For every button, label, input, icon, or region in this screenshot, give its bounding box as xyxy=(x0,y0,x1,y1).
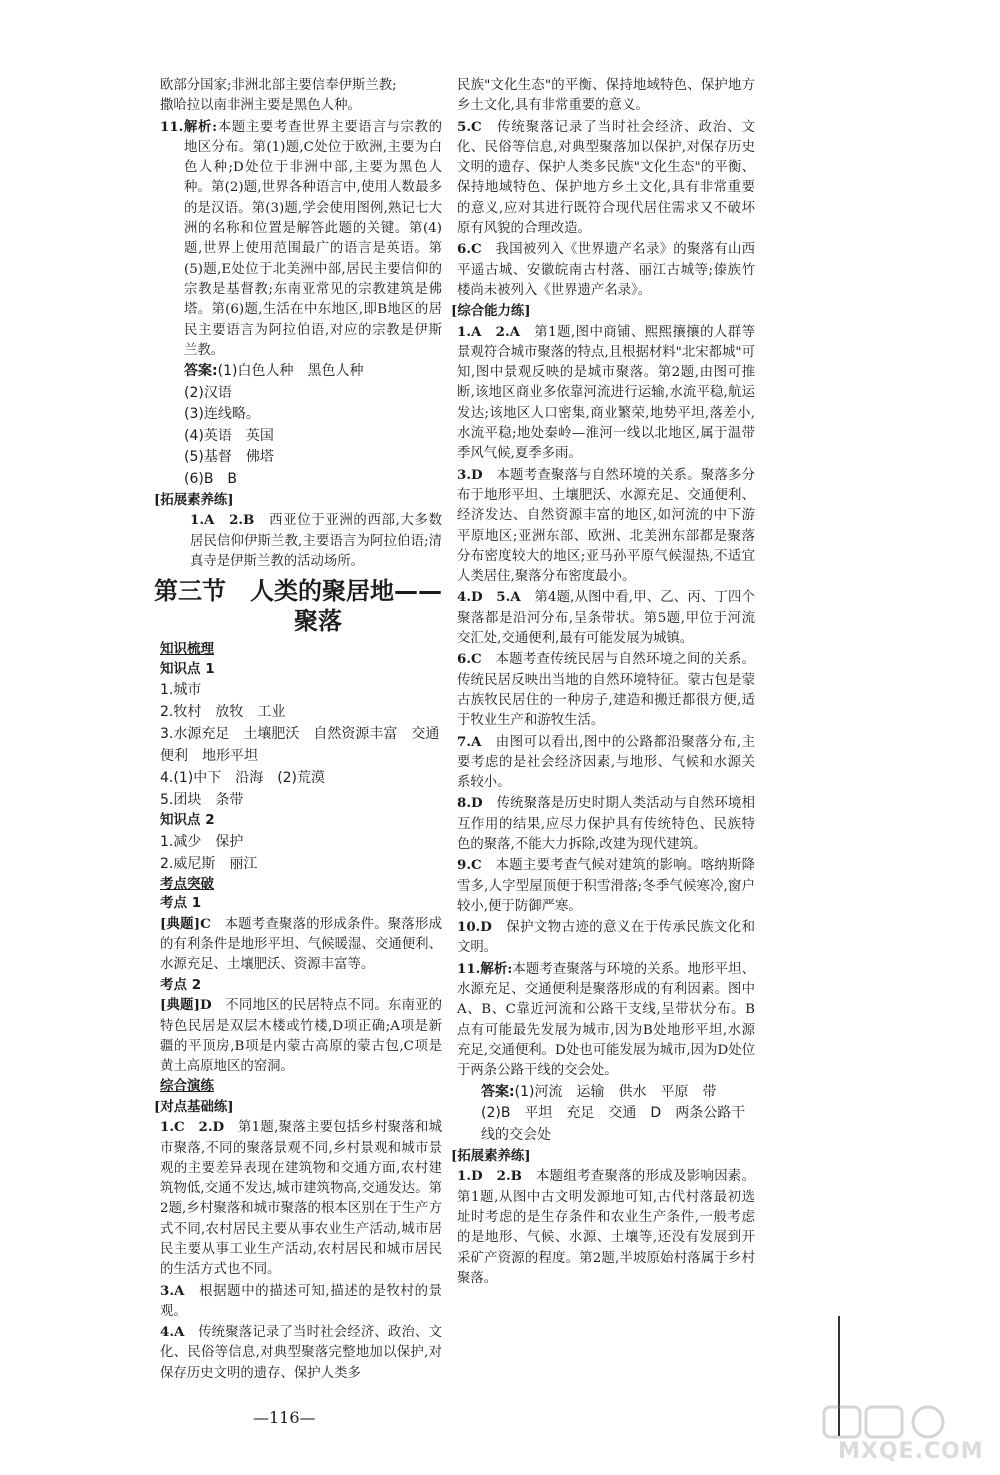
answer-line: (2)汉语 xyxy=(184,384,232,401)
item-text: 本题考查聚落与自然环境的关系。聚落多分布于地形平坦、土壤肥沃、水源充足、交通便利、经济发达、自然资源丰富的地区,如河流的中下游平原地区;亚洲东部、欧洲、北美洲东部都是聚落分布密度较大的地区;亚马孙平原气候湿热,不适宜人类居住,聚落分布密度最小。 xyxy=(457,467,756,585)
practice-item xyxy=(457,239,755,301)
typical-text: 本题考查聚落的形成条件。聚落形成的有利条件是地形平坦、气候暖湿、交通便利、水源充足、土壤肥沃、资源丰富等。 xyxy=(160,916,443,973)
watermark-logo xyxy=(818,1405,998,1471)
typical-text: 不同地区的民居特点不同。东南亚的特色民居是双层木楼或竹楼,D项正确;A项是新疆的平顶房,B项是内蒙古高原的蒙古包,C项是黄土高原地区的窑洞。 xyxy=(160,998,442,1075)
practice-item xyxy=(457,793,755,855)
comprehensive-ability-label: [综合能力练] xyxy=(451,303,531,320)
item-number: 5.C xyxy=(457,118,482,135)
item-text: 我国被列入《世界遗产名录》的聚落有山西平遥古城、安徽皖南古村落、丽江古城等;傣族竹楼尚未被列入《世界遗产名录》。 xyxy=(457,242,756,298)
extension-practice-label: [拓展素养练] xyxy=(451,1148,531,1165)
item-number: 4.A xyxy=(160,1324,185,1341)
practice-item xyxy=(457,732,755,794)
practice-item xyxy=(457,465,755,588)
knowledge-point-2-label: 知识点 2 xyxy=(160,812,215,829)
explanation-text: 本题主要考查世界主要语言与宗教的地区分布。第(1)题,C处位于欧洲,主要为白色人种;D处位于非洲中部,主要为黑色人种。第(2)题,世界各种语言中,使用人数最多的是汉语。第(3)题,学会使用图例,熟记七大洲的名称和位置是解答此题的关键。第(4)题,世界上使用范围最广的语言是英语。第(5)题,E处位于北美洲中部,居民主要信仰的宗教是基督教;东南亚常见的宗教建筑是佛塔。第(6)题,生活在中东地区,即B地区的居民主要语言为阿拉伯语,对应的宗教是伊斯兰教。 xyxy=(184,119,442,358)
practice-item xyxy=(457,587,755,649)
item-number: 1.C 2.D xyxy=(160,1119,225,1136)
practice-item xyxy=(457,917,755,959)
knowledge-review-heading: 知识梳理 xyxy=(160,641,214,658)
intro-line: 欧部分国家;非洲北部主要信奉伊斯兰教; xyxy=(160,78,397,93)
extension-practice-label: [拓展素养练] xyxy=(154,492,234,509)
item-number: 9.C xyxy=(457,857,482,874)
extension-item xyxy=(457,1166,755,1289)
item-number: 8.D xyxy=(457,795,483,812)
practice-item xyxy=(160,1281,442,1323)
item-number: 7.A xyxy=(457,733,482,750)
exam-point-heading: 考点突破 xyxy=(160,875,214,892)
basic-practice-label: [对点基础练] xyxy=(154,1098,234,1115)
question-11-explanation xyxy=(457,959,755,1082)
intro-line: 撒哈拉以南非洲主要是黑色人种。 xyxy=(160,98,361,114)
extension-item xyxy=(160,510,442,572)
typical-tag: [典题]C xyxy=(160,915,211,932)
explanation-label: 解析: xyxy=(480,960,513,977)
item-number: 6.C xyxy=(457,241,482,258)
knowledge-item: 1.城市 xyxy=(160,682,202,699)
practice-item xyxy=(160,1117,442,1280)
practice-item xyxy=(457,117,755,240)
answer-line: (4)英语 英国 xyxy=(184,427,274,444)
question-number: 11. xyxy=(457,960,481,977)
explanation-label: 解析: xyxy=(184,118,218,135)
item-text: 西亚位于亚洲的西部,大多数居民信仰伊斯兰教,主要语言为阿拉伯语;清真寺是伊斯兰教的活动场所。 xyxy=(190,513,442,570)
answer-line: (3)连线略。 xyxy=(184,406,260,423)
answer-line: (1)白色人种 黑色人种 xyxy=(217,363,364,380)
practice-item xyxy=(457,855,755,917)
answer-line: (5)基督 佛塔 xyxy=(184,449,274,466)
continued-text: 民族"文化生态"的平衡、保持地域特色、保护地方乡土文化,具有非常重要的意义。 xyxy=(457,78,755,114)
answer-block xyxy=(457,1082,755,1147)
item-number: 1.A 2.A xyxy=(457,323,521,340)
question-number: 11. xyxy=(160,118,184,135)
item-text: 本题组考查聚落的形成及影响因素。第1题,从图中古文明发源地可知,古代村落最初选址时考虑的是生存条件和农业生产条件,一般考虑的是地形、气候、水源、土壤等,还没有发展到开采矿产资源的程度。第2题,半坡原始村落属于乡村聚落。 xyxy=(457,1169,756,1286)
knowledge-item: 5.团块 条带 xyxy=(160,792,244,809)
item-text: 传统聚落记录了当时社会经济、政治、文化、民俗等信息,对典型聚落加以保护,对保存历史文明的遗存、保护人类多民族"文化生态"的平衡、保持地域特色、保护地方乡土文化,具有非常重要的意义,应对其进行既符合现代居住需求又不破坏原有风貌的合理改造。 xyxy=(457,119,756,237)
knowledge-item: 1.减少 保护 xyxy=(160,833,244,850)
item-text: 第1题,聚落主要包括乡村聚落和城市聚落,不同的聚落景观不同,乡村景观和城市景观的主要差异表现在建筑物和交通方面,农村建筑物低,交通不发达,城市建筑物高,交通发达。第2题,乡村聚落和城市聚落的根本区别在于生产方式不同,农村居民主要从事农业生产活动,城市居民主要从事工业生产活动,农村居民和城市居民的生活方式也不同。 xyxy=(160,1120,442,1278)
item-number: 6.C xyxy=(457,651,482,668)
answer-label: 答案: xyxy=(184,363,218,380)
item-text: 本题考查传统民居与自然环境之间的关系。传统民居反映出当地的自然环境特征。蒙古包是蒙古族牧民居住的一种房子,建造和搬迁都很方便,适于牧业生产和游牧生活。 xyxy=(457,652,756,729)
item-text: 由图可以看出,图中的公路都沿聚落分布,主要考虑的是社会经济因素,与地形、气候和水源关系较小。 xyxy=(457,734,756,791)
item-number: 3.D xyxy=(457,466,483,483)
explanation-text: 本题考查聚落与环境的关系。地形平坦、水源充足、交通便利是聚落形成的有利因素。图中A、B、C靠近河流和公路干支线,呈带状分布。B点有可能最先发展为城市,因为B处地形平坦,水源充足,交通便利。D处也可能发展为城市,因为D处位于两条公路干线的交会处。 xyxy=(457,961,756,1079)
answer-label: 答案: xyxy=(481,1083,515,1100)
item-text: 本题主要考查气候对建筑的影响。喀纳斯降雪多,人字型屋顶便于积雪滑落;冬季气候寒冷,窗户较小,便于防御严寒。 xyxy=(457,858,756,914)
right-column xyxy=(451,76,756,1289)
item-text: 第4题,从图中看,甲、乙、丙、丁四个聚落都是沿河分布,呈条带状。第5题,甲位于河流交汇处,交通便利,最有可能发展为城镇。 xyxy=(457,590,755,647)
item-text: 第1题,图中商铺、熙熙攘攘的人群等景观符合城市聚落的特点,且根据材料"北宋都城"可知,图中景观反映的是城市聚落。第2题,由图可推断,该地区商业多依靠河流进行运输,水流平稳,航运发达;该地区人口密集,商业繁荣,地势平坦,落差小,水流平稳;地处秦岭—淮河一线以北地区,属于温带季风气候,夏季多雨。 xyxy=(457,324,755,462)
section-title xyxy=(154,576,442,636)
knowledge-item: 2.牧村 放牧 工业 xyxy=(160,704,286,721)
exam-point-1-label: 考点 1 xyxy=(160,895,202,912)
answer-line: (6)B B xyxy=(184,470,238,487)
item-text: 根据题中的描述可知,描述的是牧村的景观。 xyxy=(160,1283,443,1319)
knowledge-item: 4.(1)中下 沿海 (2)荒漠 xyxy=(160,770,326,787)
watermark-text: MXQE.COM xyxy=(838,1439,984,1464)
typical-tag: [典题]D xyxy=(160,997,212,1014)
item-text: 保护文物古迹的意义在于传承民族文化和文明。 xyxy=(457,920,756,956)
typical-question-1 xyxy=(160,914,442,976)
page-number: —116— xyxy=(253,1408,316,1427)
answer-line: (1)河流 运输 供水 平原 带 xyxy=(514,1083,717,1100)
answer-block xyxy=(160,361,442,490)
item-number: 1.D 2.B xyxy=(457,1168,522,1185)
item-text: 传统聚落是历史时期人类活动与自然环境相互作用的结果,应尽力保护具有传统特色、民族特色的聚落,不能大力拆除,改建为现代建筑。 xyxy=(457,796,756,852)
item-number: 10.D xyxy=(457,919,492,936)
knowledge-item: 2.威尼斯 丽江 xyxy=(160,855,258,872)
item-number: 3.A xyxy=(160,1282,185,1299)
question-11-explanation xyxy=(160,117,442,362)
practice-item xyxy=(160,1322,442,1384)
section-title-line2: 聚落 xyxy=(294,607,342,636)
exam-point-2-label: 考点 2 xyxy=(160,976,202,993)
comprehensive-practice-heading: 综合演练 xyxy=(160,1078,214,1095)
left-column xyxy=(154,76,443,1384)
item-number: 1.A 2.B xyxy=(190,512,255,529)
answer-line: (2)B 平坦 充足 交通 D 两条公路干线的交会处 xyxy=(481,1105,746,1143)
knowledge-point-1-label: 知识点 1 xyxy=(160,660,215,677)
practice-item xyxy=(457,649,755,731)
knowledge-item: 3.水源充足 土壤肥沃 自然资源丰富 交通便利 地形平坦 xyxy=(160,726,440,765)
item-text: 传统聚落记录了当时社会经济、政治、文化、民俗等信息,对典型聚落完整地加以保护,对保存历史文明的遗存、保护人类多 xyxy=(160,1325,443,1381)
typical-question-2 xyxy=(160,995,442,1077)
practice-item xyxy=(457,322,755,465)
section-title-line1: 第三节 人类的聚居地—— xyxy=(154,577,442,606)
item-number: 4.D 5.A xyxy=(457,589,521,606)
